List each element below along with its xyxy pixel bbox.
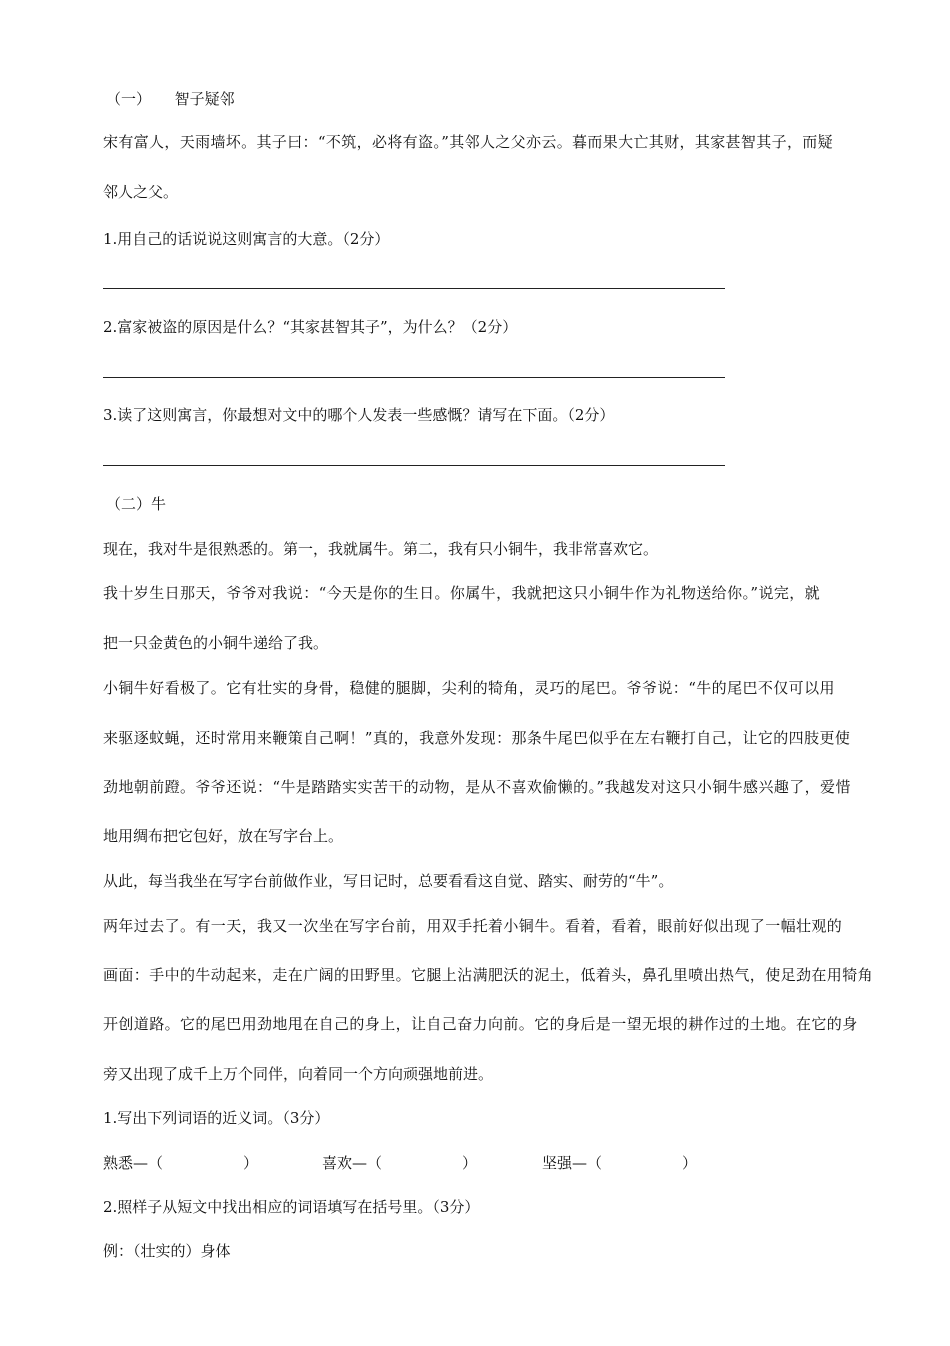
section2-heading: （二）牛 [106,495,167,513]
synonym-item-3-word: 坚强—（ [542,1154,603,1172]
synonym-item-1-close: ） [243,1154,259,1172]
section1-question-2: 2.富家被盗的原因是什么？“其家甚智其子”，为什么？（2分） [103,318,518,336]
section2-question-2: 2.照样子从短文中找出相应的词语填写在括号里。（3分） [103,1198,480,1216]
section1-heading-label: （一） [106,90,152,108]
section2-paragraph-3-line-1: 小铜牛好看极了。它有壮实的身骨，稳健的腿脚，尖利的犄角，灵巧的尾巴。爷爷说：“牛的尾巴不仅可以用 [103,679,835,697]
section1-heading-title: 智子疑邻 [174,90,235,108]
section2-paragraph-2-line-1: 我十岁生日那天，爷爷对我说：“今天是你的生日。你属牛，我就把这只小铜牛作为礼物送给你。”说完，就 [103,584,821,602]
section2-paragraph-3-line-2: 来驱逐蚊蝇，还时常用来鞭策自己啊！”真的，我意外发现：那条牛尾巴似乎在左右鞭打自己，让它的四肢更使 [103,729,851,747]
section1-question-1: 1.用自己的话说说这则寓言的大意。（2分） [103,230,390,248]
synonym-item-2-close: ） [462,1154,478,1172]
section2-paragraph-5-line-3: 开创道路。它的尾巴用劲地甩在自己的身上，让自己奋力向前。它的身后是一望无垠的耕作过的土地。在它的身 [103,1015,858,1033]
section1-question-3: 3.读了这则寓言，你最想对文中的哪个人发表一些感慨？请写在下面。（2分） [103,406,615,424]
section2-example: 例：（壮实的）身体 [103,1242,231,1260]
answer-line-1[interactable] [103,288,725,289]
section2-paragraph-3-line-4: 地用绸布把它包好，放在写字台上。 [103,827,344,845]
synonym-item-1 [103,1153,258,1173]
section1-passage-line-2: 邻人之父。 [103,183,179,201]
section2-paragraph-5-line-2: 画面：手中的牛动起来，走在广阔的田野里。它腿上沾满肥沃的泥土，低着头，鼻孔里喷出热气，使足劲在用犄角 [103,966,874,984]
section2-paragraph-5-line-1: 两年过去了。有一天，我又一次坐在写字台前，用双手托着小铜牛。看着，看着，眼前好似出现了一幅壮观的 [103,917,843,935]
synonym-item-3 [542,1153,697,1173]
section1-passage-line-1: 宋有富人，天雨墙坏。其子曰：“不筑，必将有盗。”其邻人之父亦云。暮而果大亡其财，其家甚智其子，而疑 [103,133,833,151]
synonym-item-2 [322,1153,477,1173]
section1-heading [106,89,235,109]
answer-line-3[interactable] [103,465,725,466]
section2-paragraph-4: 从此，每当我坐在写字台前做作业，写日记时，总要看看这自觉、踏实、耐劳的“牛”。 [103,872,674,890]
section2-paragraph-5-line-4: 旁又出现了成千上万个同伴，向着同一个方向顽强地前进。 [103,1065,494,1083]
section2-question-1: 1.写出下列词语的近义词。（3分） [103,1109,330,1127]
section2-paragraph-3-line-3: 劲地朝前蹬。爷爷还说：“牛是踏踏实实苦干的动物，是从不喜欢偷懒的。”我越发对这只小铜牛感兴趣了，爱惜 [103,778,851,796]
synonym-item-3-close: ） [682,1154,698,1172]
synonym-item-1-word: 熟悉—（ [103,1154,164,1172]
section2-paragraph-1: 现在，我对牛是很熟悉的。第一，我就属牛。第二，我有只小铜牛，我非常喜欢它。 [103,540,659,558]
answer-line-2[interactable] [103,377,725,378]
section2-paragraph-2-line-2: 把一只金黄色的小铜牛递给了我。 [103,634,329,652]
synonym-item-2-word: 喜欢—（ [322,1154,383,1172]
